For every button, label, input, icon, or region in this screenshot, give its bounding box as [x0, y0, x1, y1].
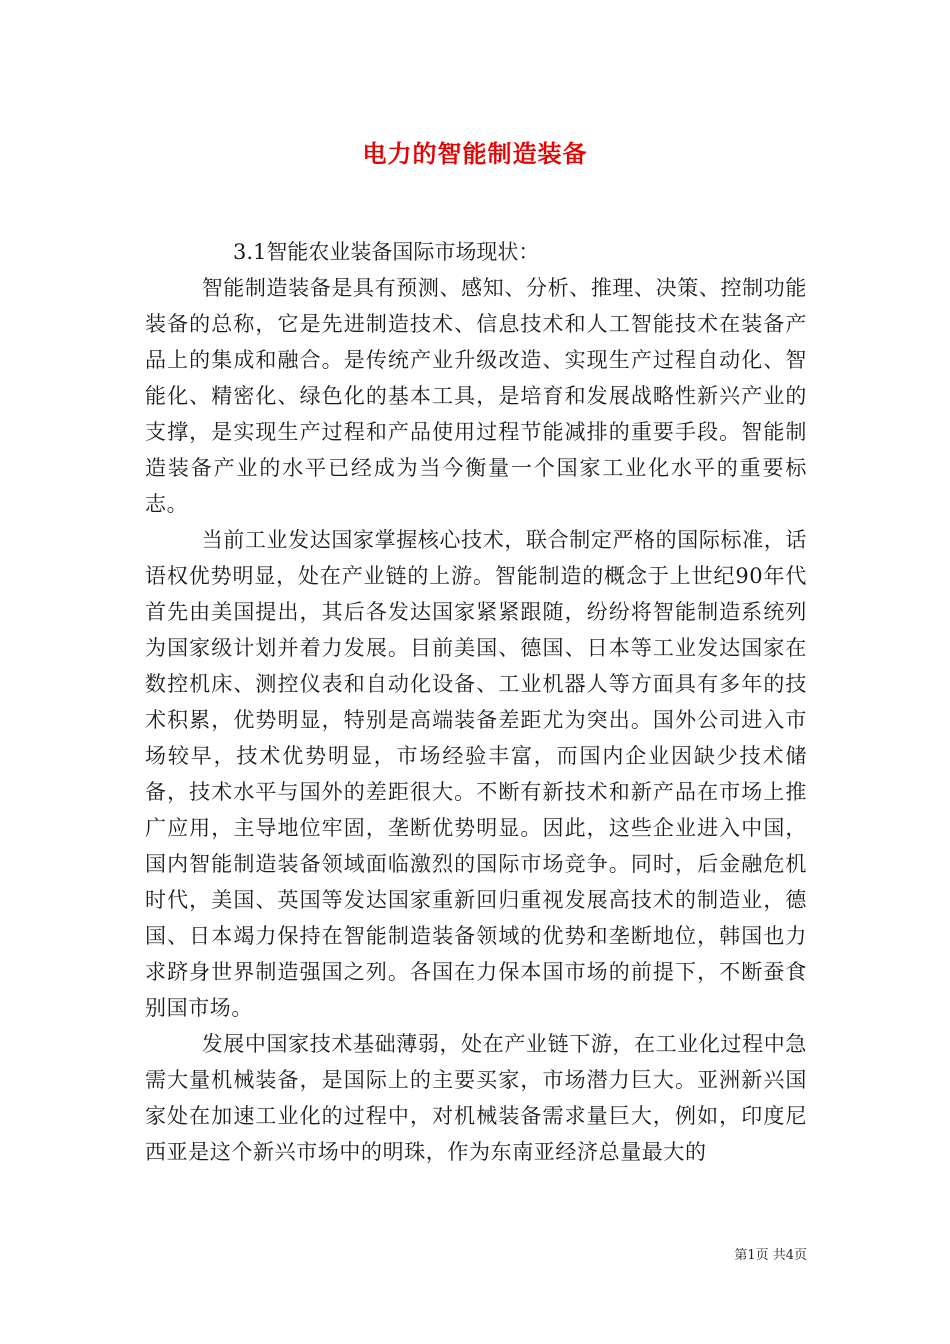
- section-heading: 3.1智能农业装备国际市场现状：: [233, 240, 540, 264]
- page-number-footer: 第1页 共4页: [734, 1248, 807, 1263]
- paragraph-1: 智能制造装备是具有预测、感知、分析、推理、决策、控制功能装备的总称，它是先进制造技术、信息技术和人工智能技术在装备产品上的集成和融合。是传统产业升级改造、实现生产过程自动化、智能化、精密化、绿色化的基本工具，是培育和发展战略性新兴产业的支撑，是实现生产过程和产品使用过程节能减排的重要手段。智能制造装备产业的水平已经成为当今衡量一个国家工业化水平的重要标志。: [145, 276, 807, 516]
- paragraph-3: 发展中国家技术基础薄弱，处在产业链下游，在工业化过程中急需大量机械装备，是国际上的主要买家，市场潜力巨大。亚洲新兴国家处在加速工业化的过程中，对机械装备需求量巨大，例如，印度尼西亚是这个新兴市场中的明珠，作为东南亚经济总量最大的: [145, 1032, 807, 1164]
- paragraph-2: 当前工业发达国家掌握核心技术，联合制定严格的国际标准，话语权优势明显，处在产业链的上游。智能制造的概念于上世纪90年代首先由美国提出，其后各发达国家紧紧跟随，纷纷将智能制造系统列为国家级计划并着力发展。目前美国、德国、日本等工业发达国家在数控机床、测控仪表和自动化设备、工业机器人等方面具有多年的技术积累，优势明显，特别是高端装备差距尤为突出。国外公司进入市场较早，技术优势明显，市场经验丰富，而国内企业因缺少技术储备，技术水平与国外的差距很大。不断有新技术和新产品在市场上推广应用，主导地位牢固，垄断优势明显。因此，这些企业进入中国，国内智能制造装备领域面临激烈的国际市场竞争。同时，后金融危机时代，美国、英国等发达国家重新回归重视发展高技术的制造业，德国、日本竭力保持在智能制造装备领域的优势和垄断地位，韩国也力求跻身世界制造强国之列。各国在力保本国市场的前提下，不断蚕食别国市场。: [145, 528, 807, 1020]
- document-body: [145, 234, 807, 1170]
- page-title: 电力的智能制造装备: [362, 139, 588, 168]
